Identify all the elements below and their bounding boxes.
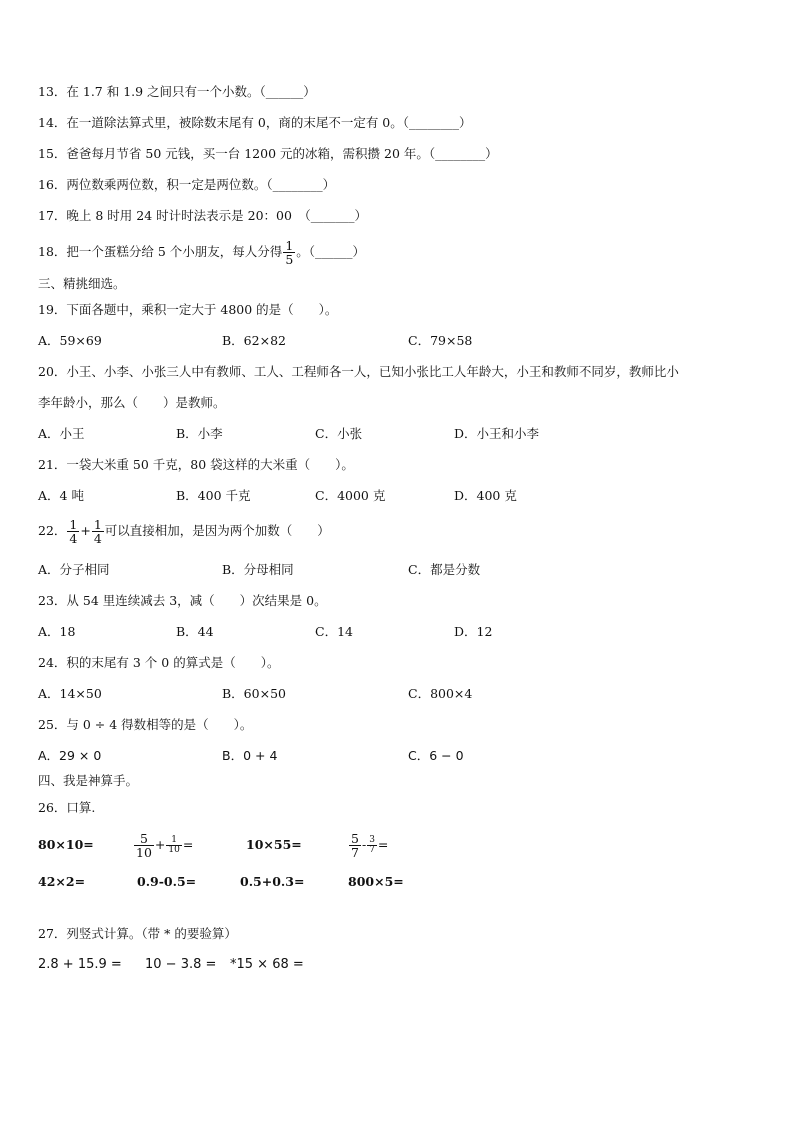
q25-option-a: A．29 × 0 (38, 748, 102, 763)
fraction-denominator: 4 (69, 531, 78, 546)
q20-option-b: B．小李 (176, 426, 223, 441)
fraction-numerator: 5 (139, 831, 148, 846)
vertical-calc-item: *15 × 68 = (230, 957, 304, 972)
q24-option-b: B．60×50 (222, 686, 286, 701)
q22-option-c: C．都是分数 (408, 562, 481, 577)
q20-option-c: C．小张 (315, 426, 363, 441)
question-18-answer-blank: 。（______） (296, 244, 366, 259)
q21-option-c: C．4000 克 (315, 488, 386, 503)
question-16: 16．两位数乘两位数，积一定是两位数。（________） (38, 177, 336, 192)
vertical-calc-item: 2.8 + 15.9 = (38, 957, 122, 972)
q20-option-a: A．小王 (38, 426, 85, 441)
question-18-text: 18．把一个蛋糕分给 5 个小朋友，每人分得 (38, 244, 283, 259)
fraction-numerator: 1 (69, 517, 78, 532)
q25-option-b: B．0 + 4 (222, 748, 278, 763)
plus-sign: + (154, 837, 166, 852)
fraction-denominator: 7 (369, 845, 375, 855)
question-22 (38, 514, 330, 548)
section-heading-4: 四、我是神算手。 (38, 773, 139, 788)
equals-sign: = (182, 837, 194, 852)
plus-sign: + (80, 523, 91, 538)
oral-calc-item (133, 827, 193, 863)
q24-option-a: A．14×50 (38, 686, 102, 701)
question-14: 14．在一道除法算式里，被除数末尾有 0，商的末尾不一定有 0。（________） (38, 115, 472, 130)
q21-option-a: A．4 吨 (38, 488, 84, 503)
fraction-numerator: 1 (171, 835, 177, 845)
oral-calc-item: 80×10= (38, 837, 94, 852)
q20-option-d: D．小王和小李 (454, 426, 540, 441)
oral-calc-item: 0.9-0.5= (137, 874, 197, 889)
q23-option-c: C．14 (315, 624, 353, 639)
question-21: 21．一袋大米重 50 千克，80 袋这样的大米重（ ）。 (38, 457, 354, 472)
oral-calc-item: 800×5= (348, 874, 404, 889)
oral-calc-item (348, 827, 388, 863)
q19-option-c: C．79×58 (408, 333, 473, 348)
section-heading-3: 三、精挑细选。 (38, 276, 126, 291)
q24-option-c: C．800×4 (408, 686, 473, 701)
fraction-one-quarter (67, 518, 79, 545)
minus-sign: - (361, 837, 367, 852)
question-17: 17．晚上 8 时用 24 时计时法表示是 20：00 （_______） (38, 208, 367, 223)
question-20-line-1: 20．小王、小李、小张三人中有教师、工人、工程师各一人，已知小张比工人年龄大，小王和教师不同岁，教师比小 (38, 364, 679, 379)
fraction-denominator: 10 (136, 845, 152, 860)
equals-sign: = (377, 837, 389, 852)
fraction (367, 836, 377, 855)
q23-option-d: D．12 (454, 624, 493, 639)
fraction-denominator: 7 (351, 845, 359, 860)
question-13: 13．在 1.7 和 1.9 之间只有一个小数。（______） (38, 84, 316, 99)
q22-option-b: B．分母相同 (222, 562, 294, 577)
question-23: 23．从 54 里连续减去 3，减（ ）次结果是 0。 (38, 593, 327, 608)
question-22-number: 22． (38, 523, 67, 538)
q21-option-b: B．400 千克 (176, 488, 251, 503)
fraction-denominator: 10 (168, 845, 180, 855)
oral-calc-item: 10×55= (246, 837, 302, 852)
q21-option-d: D．400 克 (454, 488, 517, 503)
question-18 (38, 235, 365, 269)
q19-option-b: B．62×82 (222, 333, 286, 348)
fraction-one-quarter (92, 518, 104, 545)
question-19: 19．下面各题中，乘积一定大于 4800 的是（ ）。 (38, 302, 338, 317)
oral-calc-item: 0.5+0.3= (240, 874, 305, 889)
question-24: 24．积的末尾有 3 个 0 的算式是（ ）。 (38, 655, 280, 670)
q19-option-a: A．59×69 (38, 333, 102, 348)
q23-option-b: B．44 (176, 624, 214, 639)
fraction (166, 836, 181, 855)
question-27: 27．列竖式计算。（带 * 的要验算） (38, 926, 237, 941)
fraction-denominator: 4 (93, 531, 102, 546)
fraction (134, 832, 154, 859)
question-20-line-2: 李年龄小，那么（ ）是教师。 (38, 395, 226, 410)
oral-calc-item: 42×2= (38, 874, 86, 889)
question-26: 26．口算. (38, 800, 96, 815)
fraction-numerator: 1 (285, 238, 294, 253)
fraction-numerator: 1 (93, 517, 102, 532)
q23-option-a: A．18 (38, 624, 76, 639)
fraction-denominator: 5 (285, 252, 294, 267)
q25-option-c: C．6 − 0 (408, 748, 464, 763)
fraction-numerator: 3 (369, 835, 375, 845)
fraction (349, 832, 361, 859)
fraction-one-fifth (283, 239, 295, 266)
question-15: 15．爸爸每月节省 50 元钱，买一台 1200 元的冰箱，需积攒 20 年。（________） (38, 146, 498, 161)
vertical-calc-item: 10 − 3.8 = (145, 957, 217, 972)
question-22-text: 可以直接相加，是因为两个加数（ ） (104, 523, 330, 538)
question-25: 25．与 0 ÷ 4 得数相等的是（ ）。 (38, 717, 253, 732)
q22-option-a: A．分子相同 (38, 562, 110, 577)
fraction-numerator: 5 (351, 831, 359, 846)
